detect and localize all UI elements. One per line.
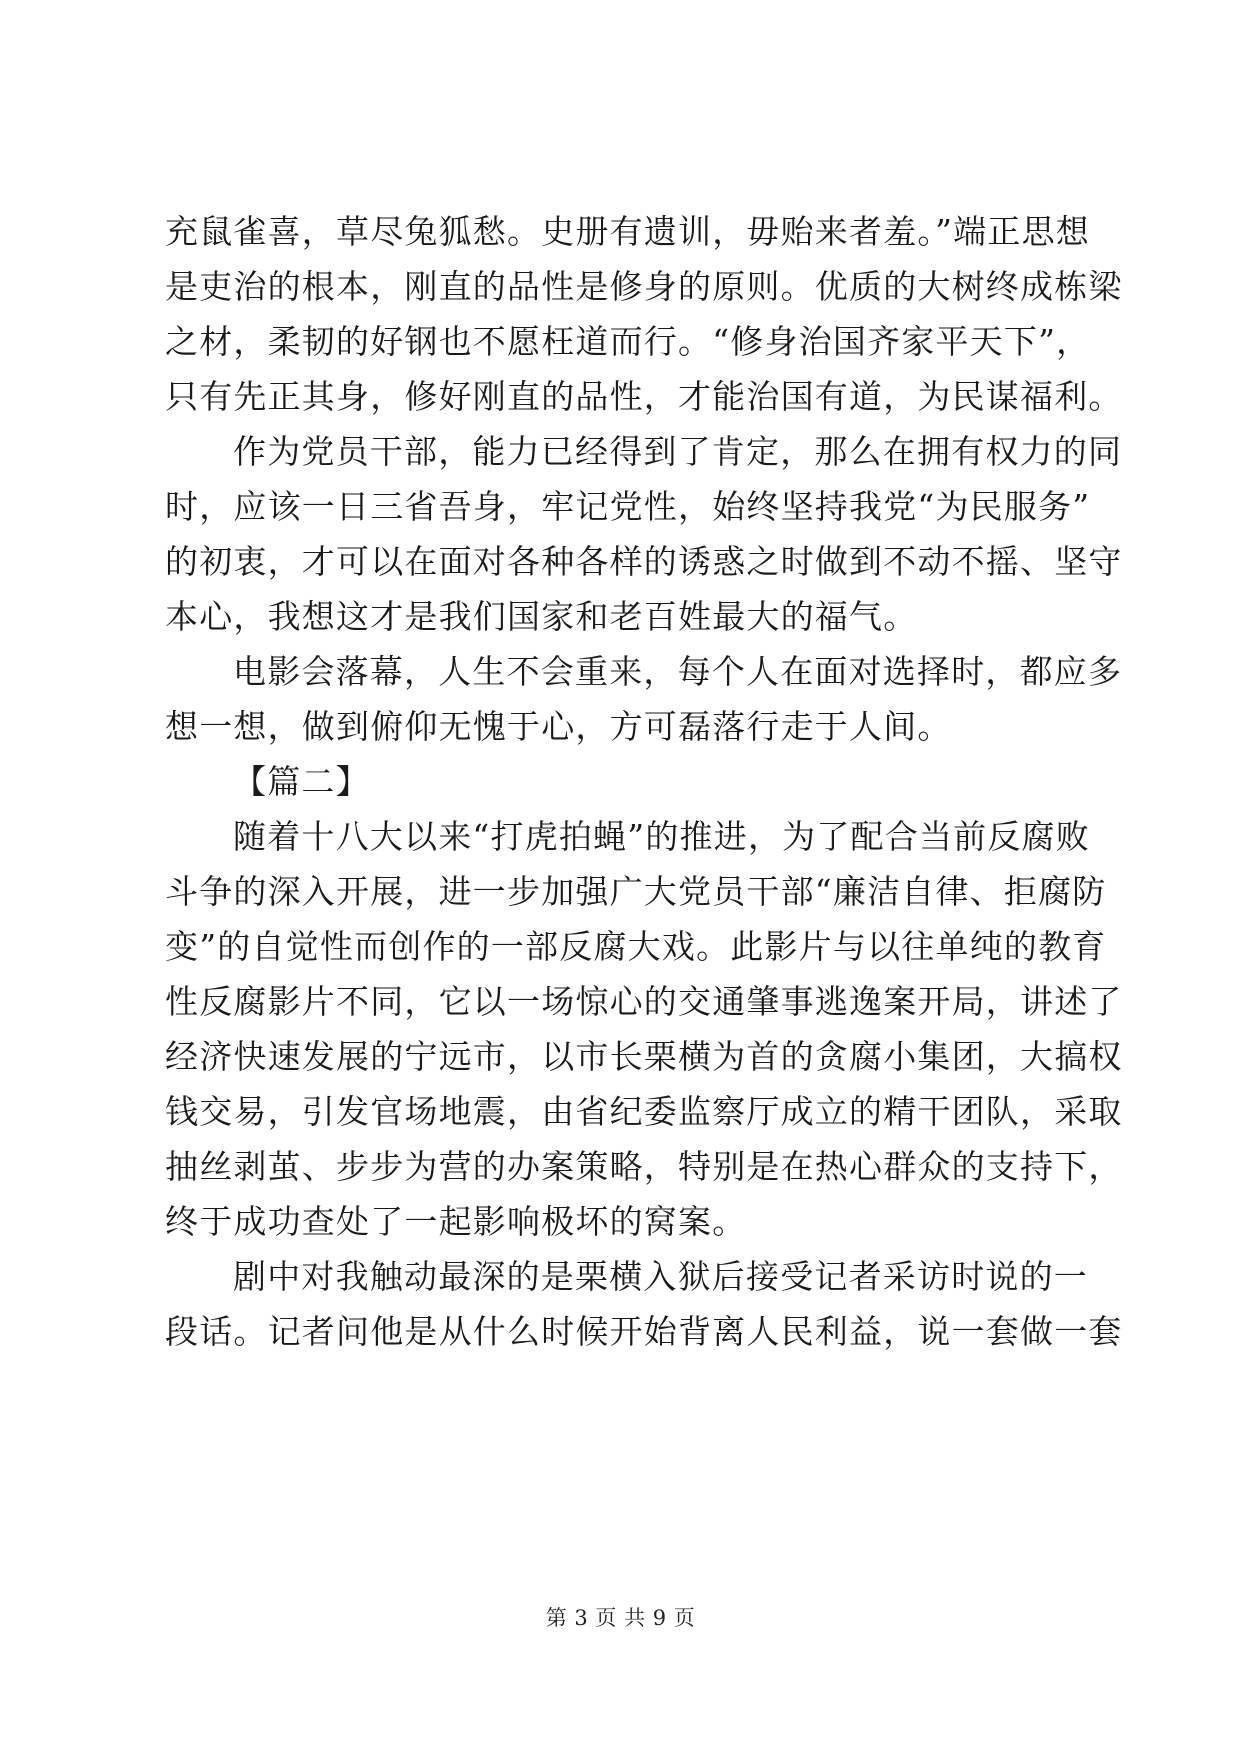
paragraph-start-line: 电影会落幕，人生不会重来，每个人在面对选择时，都应多 <box>233 652 1123 691</box>
text-line-18: 抽丝剥茧、步步为营的办案策略，特别是在热心群众的支持下， <box>165 1147 1123 1186</box>
text-line-15: 性反腐影片不同，它以一场惊心的交通肇事逃逸案开局，讲述了 <box>165 982 1123 1021</box>
page-number-footer: 第 3 页 共 9 页 <box>545 1606 696 1630</box>
text-line-1: 充鼠雀喜，草尽兔狐愁。史册有遗训，毋贻来者羞。”端正思想 <box>165 212 1090 251</box>
text-line-7: 的初衷，才可以在面对各种各样的诱惑之时做到不动不摇、坚守 <box>165 542 1123 581</box>
text-line-6: 时，应该一日三省吾身，牢记党性，始终坚持我党“为民服务” <box>165 487 1091 526</box>
text-line-16: 经济快速发展的宁远市，以市长栗横为首的贪腐小集团，大搞权 <box>165 1037 1123 1076</box>
text-line-2: 是吏治的根本，刚直的品性是修身的原则。优质的大树终成栋梁 <box>165 267 1123 306</box>
text-line-19: 终于成功查处了一起影响极坏的窝案。 <box>165 1202 747 1241</box>
text-line-17: 钱交易，引发官场地震，由省纪委监察厅成立的精干团队，采取 <box>165 1092 1123 1131</box>
text-line-10: 想一想，做到俯仰无愧于心，方可磊落行走于人间。 <box>165 707 952 746</box>
text-line-21: 段话。记者问他是从什么时候开始背离人民利益，说一套做一套 <box>165 1312 1123 1351</box>
paragraph-start-line: 作为党员干部，能力已经得到了肯定，那么在拥有权力的同 <box>233 432 1123 471</box>
paragraph-start-line: 随着十八大以来“打虎拍蝇”的推进，为了配合当前反腐败 <box>233 817 1090 856</box>
text-line-4: 只有先正其身，修好刚直的品性，才能治国有道，为民谋福利。 <box>165 377 1123 416</box>
paragraph-start-line: 剧中对我触动最深的是栗横入狱后接受记者采访时说的一 <box>233 1257 1088 1296</box>
section-heading: 【篇二】 <box>233 762 370 801</box>
text-line-13: 斗争的深入开展，进一步加强广大党员干部“廉洁自律、拒腐防 <box>165 872 1107 911</box>
text-line-8: 本心，我想这才是我们国家和老百姓最大的福气。 <box>165 597 918 636</box>
text-line-3: 之材，柔韧的好钢也不愿枉道而行。“修身治国齐家平天下”， <box>165 322 1091 361</box>
text-line-14: 变”的自觉性而创作的一部反腐大戏。此影片与以往单纯的教育 <box>165 927 1107 966</box>
